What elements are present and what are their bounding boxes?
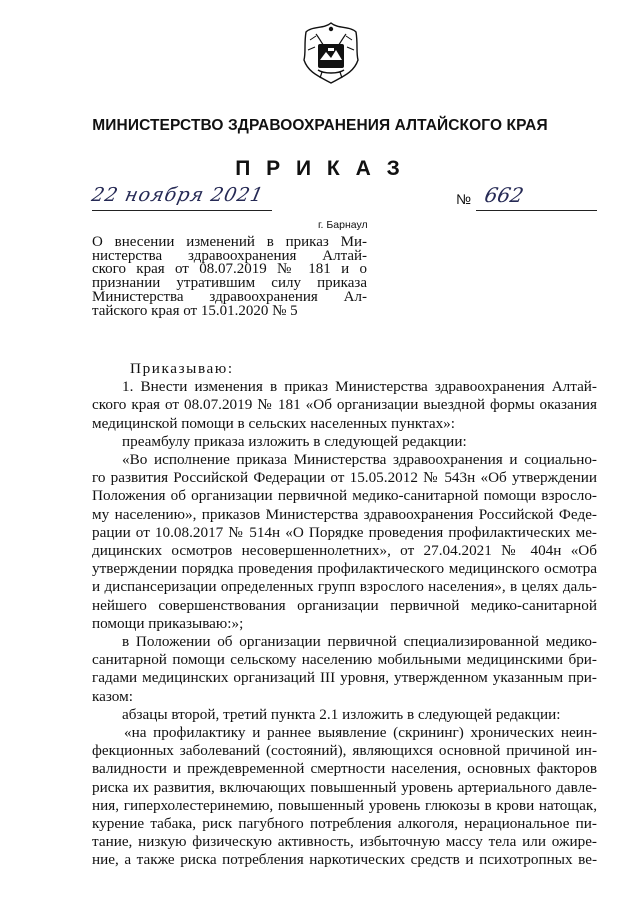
body-line: преамбулу приказа изложить в следующей редакции: — [122, 432, 467, 450]
body-line: 1. Внести изменения в приказ Министерства здравоохранения Алтай- — [122, 378, 597, 396]
subject-line: нистерства здравоохранения Алтай- — [92, 247, 367, 264]
body-line: «Во исполнение приказа Министерства здравоохранения и социально- — [122, 451, 597, 469]
order-body — [92, 360, 597, 870]
body-line: утверждении порядка проведения профилактического медицинского осмотра — [92, 560, 597, 578]
subject-line: О внесении изменений в приказ Ми- — [92, 234, 367, 250]
subject-line: тайского края от 15.01.2020 № 5 — [92, 302, 298, 319]
order-subject — [92, 236, 367, 318]
body-line: тание, низкую физическую активность, избыточную массу тела или ожире- — [92, 833, 597, 851]
body-line: го развития Российской Федерации от 15.05.2012 № 543н «Об утверждении — [92, 469, 597, 487]
body-line: в Положении об организации первичной специализированной медико- — [122, 633, 597, 651]
body-line: казом: — [92, 687, 133, 705]
body-line: ние, а также риска потребления наркотических средств и психотропных ве- — [92, 851, 597, 869]
subject-line: ского края от 08.07.2019 № 181 и о — [92, 261, 367, 278]
order-word: Приказываю: — [130, 360, 234, 377]
subject-line: признании утратившим силу приказа — [92, 275, 367, 292]
body-line: фекционных заболеваний (состояний), являющихся основной причиной ин- — [92, 742, 597, 760]
body-line: Положения об организации первичной медико-санитарной помощи взросло- — [92, 487, 597, 505]
subject-line: Министерства здравоохранения Ал- — [92, 288, 367, 305]
body-line: гадами медицинских организаций III уровня, утвержденном указанным при- — [92, 669, 597, 687]
body-line: абзацы второй, третий пункта 2.1 изложить в следующей редакции: — [122, 705, 561, 723]
ministry-title: МИНИСТЕРСТВО ЗДРАВООХРАНЕНИЯ АЛТАЙСКОГО КРАЯ — [92, 117, 548, 134]
body-line: рации от 10.08.2017 № 514н «О Порядке проведения профилактических ме- — [92, 523, 597, 541]
body-line: помощи приказываю:»; — [92, 614, 244, 632]
number-underline — [476, 210, 597, 211]
body-line: дицинских осмотров несовершеннолетних», от 27.04.2021 № 404н «Об — [92, 542, 597, 560]
city-label: г. Барнаул — [318, 219, 368, 231]
body-line: и диспансеризации определенных групп взрослого населения», в целях даль- — [92, 578, 597, 596]
body-line: медицинской помощи в сельских населенных пунктах»: — [92, 414, 455, 432]
body-line: валидности и преждевременной смертности населения, основных факторов — [92, 760, 597, 778]
date-underline — [92, 210, 272, 211]
document-type-heading: П Р И К А З — [235, 157, 405, 180]
body-line: ского края от 08.07.2019 № 181 «Об организации выездной формы оказания — [92, 396, 597, 414]
handwritten-number: 662 — [482, 183, 526, 207]
handwritten-date: 22 ноября 2021 — [89, 184, 266, 206]
body-line: нейшего совершенствования организации первичной медико-санитарной — [92, 596, 597, 614]
body-line: санитарной помощи сельскому населению мобильными медицинскими бри- — [92, 651, 597, 669]
body-line: риска их развития, включающих повышенный уровень артериального давле- — [92, 778, 597, 796]
body-line: му населению», приказов Министерства здравоохранения Российской Феде- — [92, 505, 597, 523]
body-line: ния, гиперхолестеринемию, повышенный уровень глюкозы в крови натощак, — [92, 796, 597, 814]
coat-of-arms-icon — [298, 20, 364, 86]
body-line: курение табака, риск пагубного потребления алкоголя, нерациональное пи- — [92, 815, 597, 833]
body-line: «на профилактику и раннее выявление (скрининг) хронических неин- — [124, 724, 597, 742]
number-label: № — [456, 191, 472, 207]
